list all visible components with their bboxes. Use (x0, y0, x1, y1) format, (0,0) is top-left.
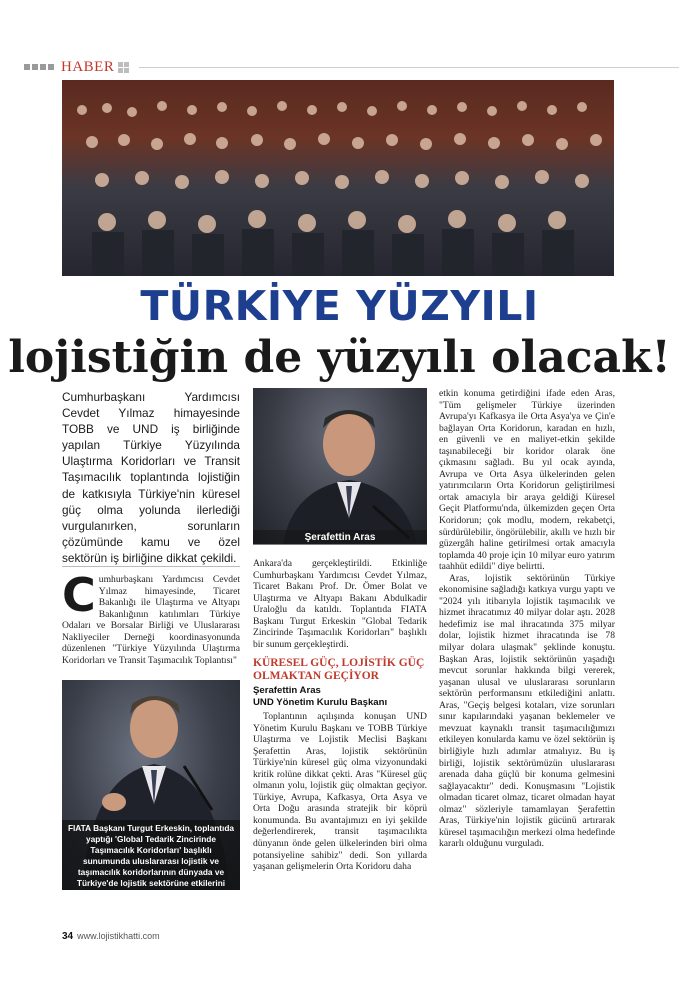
section-label: HABER (61, 58, 115, 75)
byline-name: Şerafettin Aras (253, 685, 321, 696)
headline-line1: TÜRKİYE YÜZYILI (140, 282, 539, 330)
section-tag (24, 58, 129, 76)
headline-line2: lojistiğin de yüzyılı olacak! (8, 332, 671, 383)
body-col1-text: umhurbaşkanı Yardımcısı Cevdet Yılmaz himayesinde, Ticaret Bakanlığı ile Ulaştırma ve Altyapı Bakanlığının katılımları Türkiye Odaları ve Borsalar Birliği ve Uluslararası Nakliyeciler Derneği koordinasyonunda düzenlenen "Türkiye Yüzyılında Ulaştırma Koridorları ve Transit Taşımacılık Toplantısı" (62, 574, 240, 666)
body-column-2-bottom (253, 711, 427, 873)
dropcap: C (62, 568, 96, 622)
body-column-3 (439, 388, 615, 850)
body-col3-p1: etkin konuma getirdiğini ifade eden Aras, "Tüm gelişmeler Türkiye üzerinden Avrupa'yı Kafkasya ile Orta Asya'ya ve Çin'e bağlayan Orta Koridorun, karadan en hızlı, en güvenli ve en maliyet-etkin şekilde taşınabileceği bir koridor olarak öne çıkmasını sağladı. Bu yıl ocak ayında, Avrupa ve Orta Asya ülkelerinden gelen yatırımcıların Orta Koridorun geliştirilmesi ortak amacıyla bir araya geldiği Küresel Geçit Platformu'nda, ülkemizden geçen Orta Koridorun; çok modlu, modern, rekabetçi, sürdürülebilir, öngörülebilir, akıllı ve hızlı bir güzergâh haline getirilmesi ortak amacıyla toplamda 40 proje için 10 milyar euro yatırım taahhüt edildi" diye belirtti. (439, 388, 615, 573)
audience-photo (62, 80, 614, 276)
byline-title: UND Yönetim Kurulu Başkanı (253, 697, 388, 708)
footer-site: www.lojistikhatti.com (77, 931, 160, 941)
body-column-2-top (253, 558, 427, 650)
section-grid-icon (118, 62, 129, 73)
page-footer (62, 931, 160, 942)
subheading: KÜRESEL GÜÇ, LOJİSTİK GÜÇ OLMAKTAN GEÇİYOR (253, 657, 425, 682)
body-col3-p2: Aras, lojistik sektörünün Türkiye ekonomisine sağladığı katkıya vurgu yaptı ve "2024 yılı itibarıyla lojistik taşımacılık ve hizmet ihracatımız 40 milyar dolar aştı. 2028 hedefimiz ise mal ihracatında 375 milyar dolar, lojistik hizmet ihracatında ise 78 milyar dolara ulaşmak" şeklinde konuştu. Başkan Aras, lojistik sektörünün yaşadığı mevcut sorunlar hakkında bilgi vererek, yaşanan ulusal ve uluslararası sorunların sektörün performansını etkilediğini anlattı. Aras, "Geçiş belgesi kotaları, vize sorunları sınır kapılarındaki yaşanan beklemeler ve mevzuat kaynaklı transit taşımacılığımızı etkileyen konularda kamu ve özel sektörün iş birliğiyle hızlı adımlar atmalıyız. Bu iş birliği, lojistik sektörümüzün uluslararası arenada daha güçlü bir konuma gelmesini sağlayacaktır" dedi. Konuşmasını "Lojistik olmadan ticaret olmaz, ticaret olmadan hayat olmaz" sözleriyle tamamlayan Şerafettin Aras, Türkiye'nin lojistik gücünü artırarak küresel taşımacılığın merkezi olma hedefinde kararlı olduğunu vurguladı. (439, 572, 615, 850)
lead-paragraph: Cumhurbaşkanı Yardımcısı Cevdet Yılmaz himayesinde TOBB ve UND iş birliğinde yapılan Türkiye Yüzyılında Ulaştırma Koridorları ve Transit Taşımacılık toplantında lojistiğin de katkısıyla Türkiye'nin küresel güç olma yolunda ilerlediği vurgulanırken, sorunların çözümünde kamu ve özel sektörün iş birliğine dikkat çekildi. (62, 390, 240, 565)
body-col2a-text: Ankara'da gerçekleştirildi. Etkinliğe Cumhurbaşkanı Yardımcısı Cevdet Yılmaz, Ticaret Bakanı Prof. Dr. Ömer Bolat ve Ulaştırma ve Altyapı Bakanı Abdulkadir Uraloğlu da katıldı. Toplantıda FIATA Başkanı Turgut Erkeskin "Global Tedarik Zincirinde Taşımacılık Koridorları" başlıklı bir sunum gerçekleştirdi. (253, 558, 427, 650)
aras-photo (253, 388, 427, 544)
body-col2b-text: Toplantının açılışında konuşan UND Yönetim Kurulu Başkanı ve TOBB Türkiye Ulaştırma ve Lojistik Meclisi Başkanı Şerafettin Aras, lojistik sektörünün Türkiye'nin küresel güç olma vizyonundaki kritik rolüne dikkat çekti. Aras "Küresel güç olmanın yolu, lojistik güç olmaktan geçiyor. Türkiye, Avrupa, Kafkasya, Orta Asya ve Orta Doğu arasında stratejik bir köprü konumunda. Bu avantajımızı en iyi şekilde değerlendirerek, transit taşımacılıkta dünyanın önde gelen ülkelerinden biri olma potansiyeline sahibiz" dedi. Son yıllarda yaşanan gelişmelerin Orta Koridoru daha (253, 711, 427, 873)
aras-caption: Şerafettin Aras (253, 530, 427, 545)
section-rule (139, 67, 679, 68)
byline (253, 685, 427, 709)
lead-divider (62, 566, 240, 567)
page-number: 34 (62, 931, 74, 942)
body-column-1 (62, 568, 240, 666)
erkeskin-caption: FIATA Başkanı Turgut Erkeskin, toplantıda yaptığı 'Global Tedarik Zincirinde Taşımacılık Koridorları' başlıklı sunumunda uluslararası lojistik ve taşımacılık koridorlarının dünyada ve Türkiye'de lojistik sektörüne etkilerini anlattı. (62, 820, 240, 890)
